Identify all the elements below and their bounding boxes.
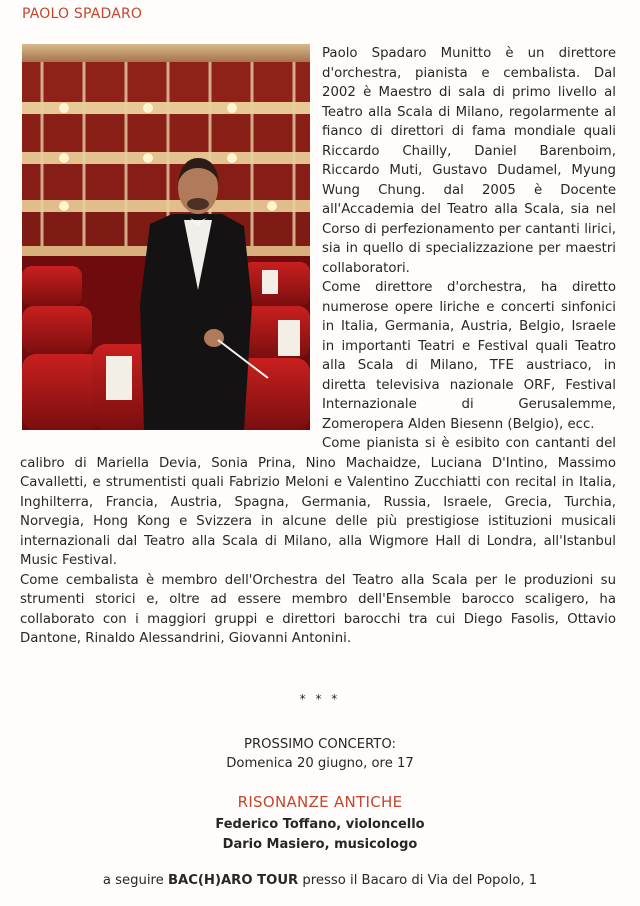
photo-spacer [20, 44, 322, 436]
bio-paragraph-intro: Paolo Spadaro Munitto è un direttore d'orchestra, pianista e cembalista. Dal 2002 è Maestro di sala di primo livello al Teatro alla Scala di Milano, regolarmente al fianco di direttori di fama mondiale quali Riccardo Chailly, Daniel Barenboim, Riccardo Muti, Gustavo Dudamel, Myung Wung Chung. dal 2005 è Docente all'Accademia del Teatro alla Scala, sia nel Corso di perfezionamento per cantanti lirici, sia in quello di specializzazione per maestri collaboratori. [322, 46, 616, 276]
follow-up-note [0, 873, 640, 888]
next-concert-label: PROSSIMO CONCERTO: [244, 737, 396, 752]
page-title: PAOLO SPADARO [22, 6, 143, 22]
event-title: RISONANZE ANTICHE [237, 793, 403, 811]
tour-name: BAC(H)ARO TOUR [167, 873, 299, 888]
section-separator: * * * [299, 692, 341, 706]
performer-item: Federico Toffano, violoncello [215, 817, 425, 832]
biography [20, 44, 616, 649]
bio-paragraph-conductor: Come direttore d'orchestra, ha diretto numerose opere liriche e concerti sinfonici in Italia, Germania, Austria, Belgio, Israele in importanti Teatri e Festival quali Teatro alla Scala di Milano, TFE austriaco, in diretta televisiva nazionale ORF, Festival Internazionale di Gerusalemme, Zomeropera Alden Biesenn (Belgio), ecc. [322, 280, 616, 432]
performer-item: Dario Masiero, musicologo [222, 836, 418, 852]
bio-paragraph-pianist: Come pianista si è esibito con cantanti del calibro di Mariella Devia, Sonia Prina, Nino Machaidze, Luciana D'Intino, Massimo Cavalletti, e strumentisti quali Fabrizio Meloni e Valentino Zucchiatti con recital in Italia, Inghilterra, Francia, Austria, Spagna, Germania, Russia, Israele, Grecia, Turchia, Norvegia, Hong Kong e Svizzera in alcune delle più prestigiose istituzioni musicali internazionali dal Teatro alla Scala di Milano, alla Wigmore Hall di Londra, all'Istanbul Music Festival. [20, 436, 616, 568]
performers-list [0, 815, 640, 854]
bio-paragraph-harpsichordist: Come cembalista è membro dell'Orchestra del Teatro alla Scala per le produzioni su strumenti storici e, oltre ad essere membro dell'Ensemble barocco scaligero, ha collaborato con i maggiori gruppi e direttori barocchi tra cui Diego Fasolis, Ottavio Dantone, Rinaldo Alessandrini, Giovanni Antonini. [20, 572, 616, 646]
follow-suffix: presso il Bacaro di Via del Popolo, 1 [298, 873, 538, 888]
next-concert-date: Domenica 20 giugno, ore 17 [226, 756, 414, 771]
follow-prefix: a seguire [102, 873, 168, 888]
next-concert [0, 735, 640, 773]
